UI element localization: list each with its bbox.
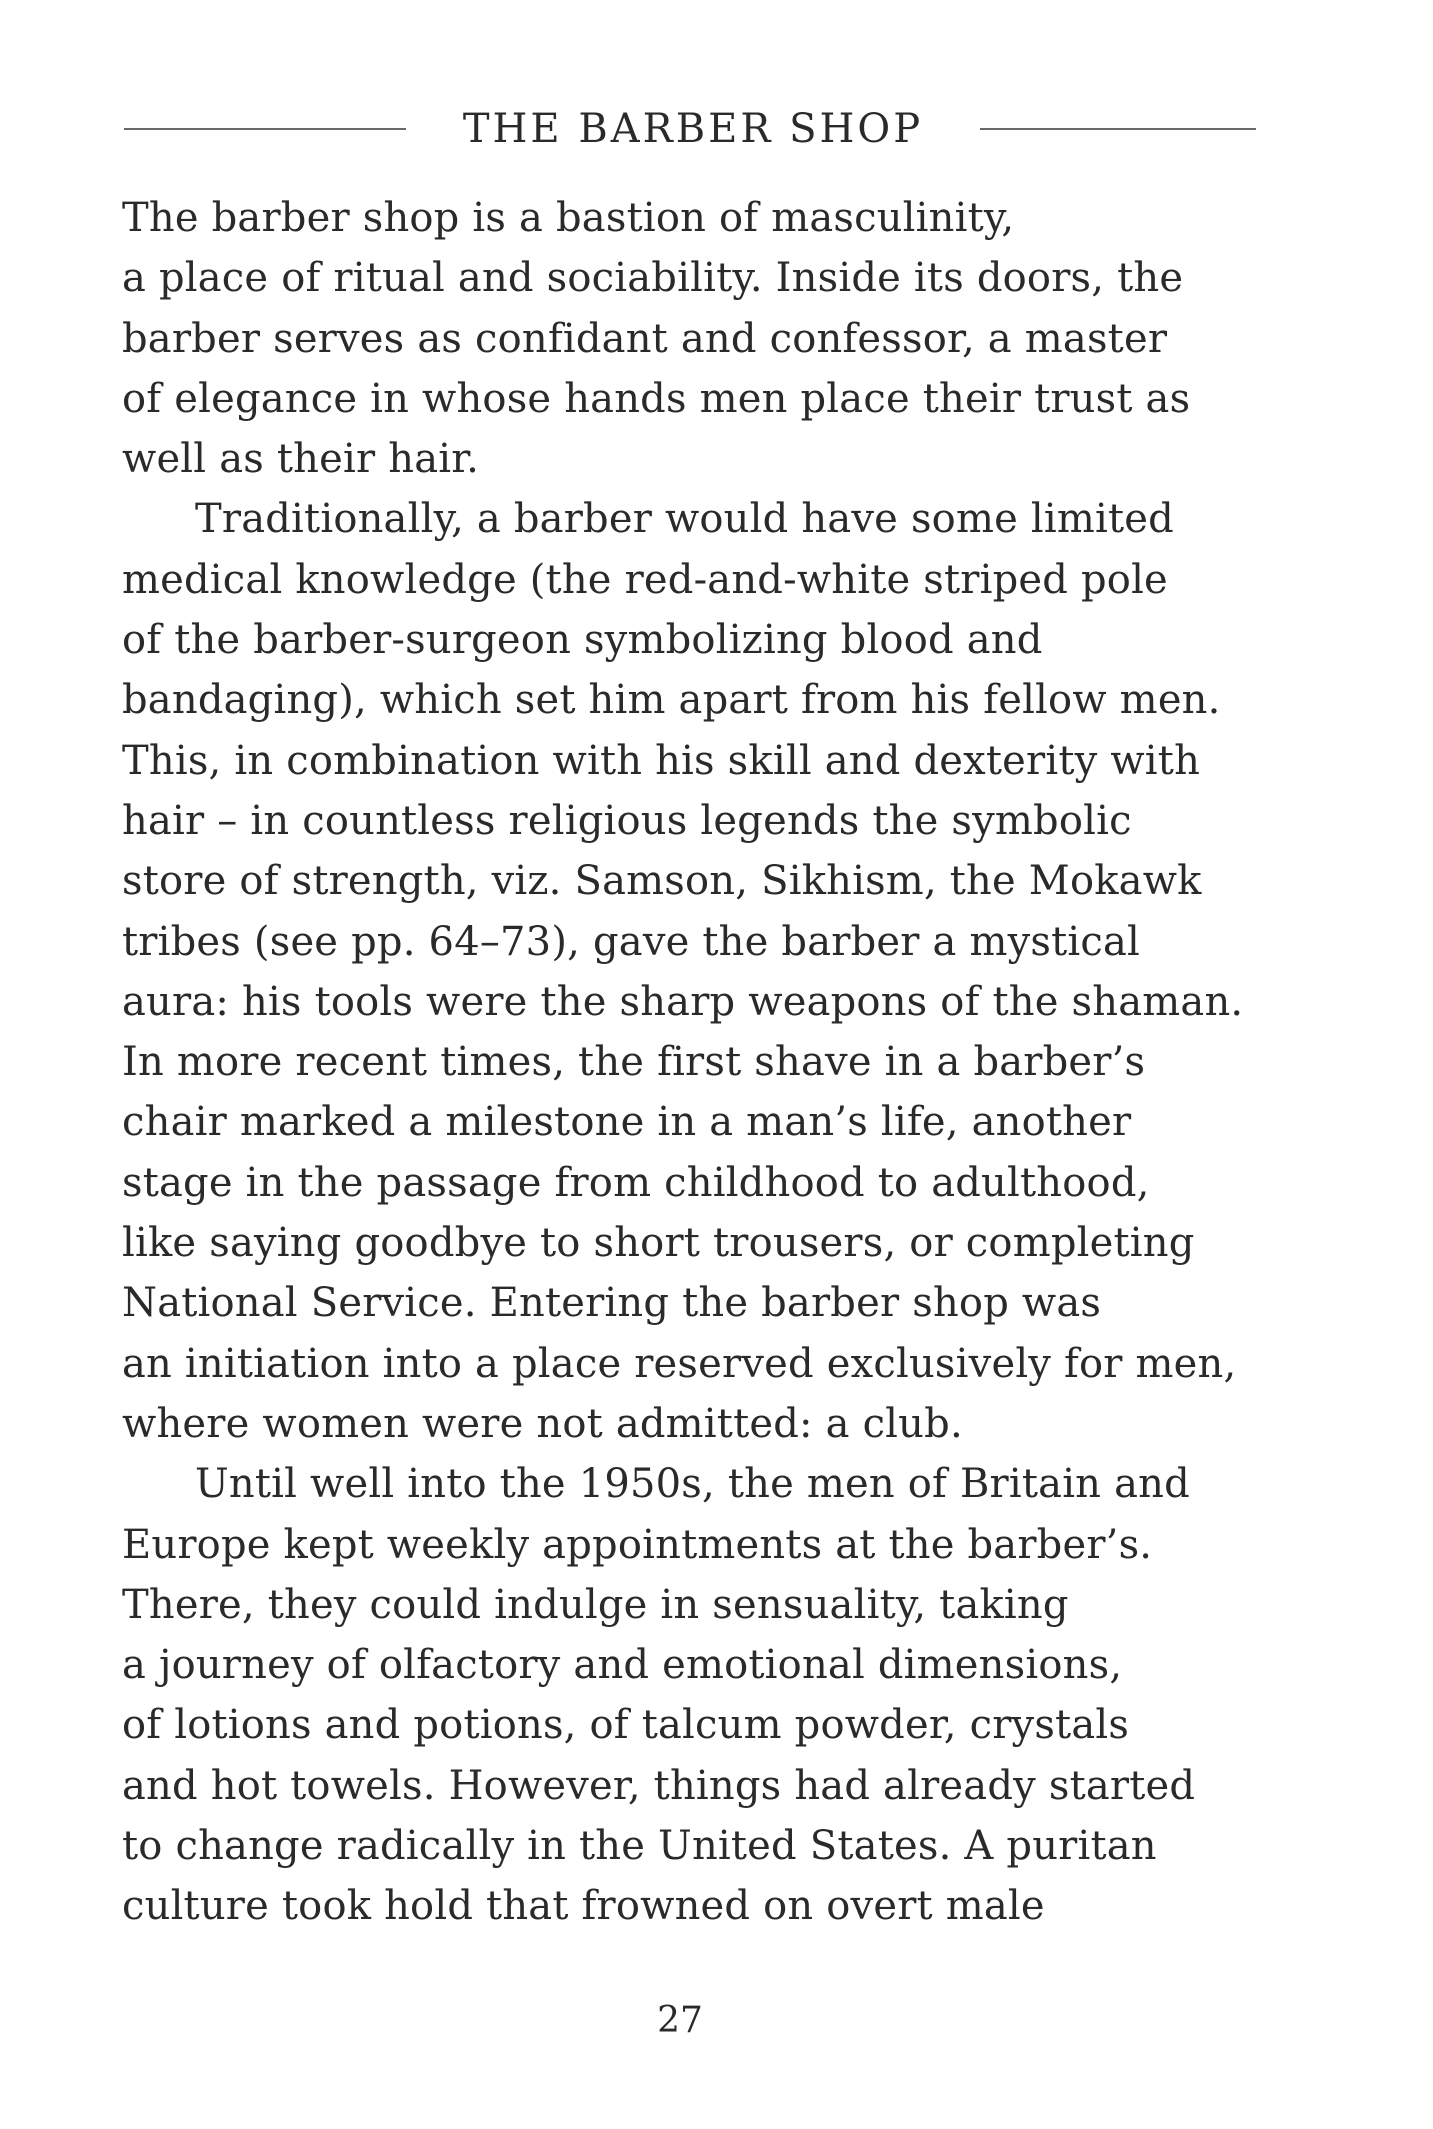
text-line: barber serves as confidant and confessor, a master: [122, 315, 1168, 362]
text-line: a journey of olfactory and emotional dimensions,: [122, 1642, 1123, 1689]
text-line: of elegance in whose hands men place their trust as: [122, 375, 1191, 422]
text-line: an initiation into a place reserved exclusively for men,: [122, 1340, 1237, 1387]
text-line: This, in combination with his skill and dexterity with: [122, 737, 1201, 784]
header-rule-left: [124, 128, 406, 130]
text-line: stage in the passage from childhood to adulthood,: [122, 1159, 1150, 1206]
text-line: culture took hold that frowned on overt male: [122, 1883, 1045, 1930]
text-line: and hot towels. However, things had already started: [122, 1762, 1196, 1809]
text-line: tribes (see pp. 64–73), gave the barber a mystical: [122, 918, 1141, 965]
text-line: The barber shop is a bastion of masculinity,: [122, 195, 1015, 241]
running-header: [0, 104, 1433, 154]
text-line: National Service. Entering the barber shop was: [122, 1280, 1102, 1327]
text-line: In more recent times, the first shave in a barber’s: [122, 1039, 1146, 1086]
page-number: 27: [657, 2000, 703, 2041]
text-line: aura: his tools were the sharp weapons of the shaman.: [122, 978, 1244, 1025]
running-head-title: THE BARBER SHOP: [462, 106, 924, 152]
text-line: well as their hair.: [122, 436, 480, 483]
text-line: chair marked a milestone in a man’s life, another: [122, 1099, 1132, 1146]
body-text: [122, 188, 1257, 1937]
text-line: store of strength, viz. Samson, Sikhism, the Mokawk: [122, 858, 1202, 905]
text-line: to change radically in the United States. A puritan: [122, 1823, 1157, 1870]
text-line: Europe kept weekly appointments at the barber’s.: [122, 1521, 1153, 1568]
text-line: where women were not admitted: a club.: [122, 1400, 963, 1447]
text-line: Traditionally, a barber would have some limited: [195, 496, 1174, 543]
text-line: a place of ritual and sociability. Inside its doors, the: [122, 255, 1184, 302]
text-line: bandaging), which set him apart from his fellow men.: [122, 677, 1221, 724]
text-line: Until well into the 1950s, the men of Britain and: [195, 1461, 1190, 1508]
text-line: of the barber-surgeon symbolizing blood and: [122, 617, 1043, 664]
text-line: There, they could indulge in sensuality, taking: [122, 1581, 1069, 1628]
text-line: hair – in countless religious legends the symbolic: [122, 797, 1132, 844]
text-line: like saying goodbye to short trousers, or completing: [122, 1220, 1195, 1267]
text-line: medical knowledge (the red-and-white striped pole: [122, 556, 1168, 603]
text-line: of lotions and potions, of talcum powder, crystals: [122, 1702, 1130, 1749]
header-rule-right: [980, 128, 1256, 130]
